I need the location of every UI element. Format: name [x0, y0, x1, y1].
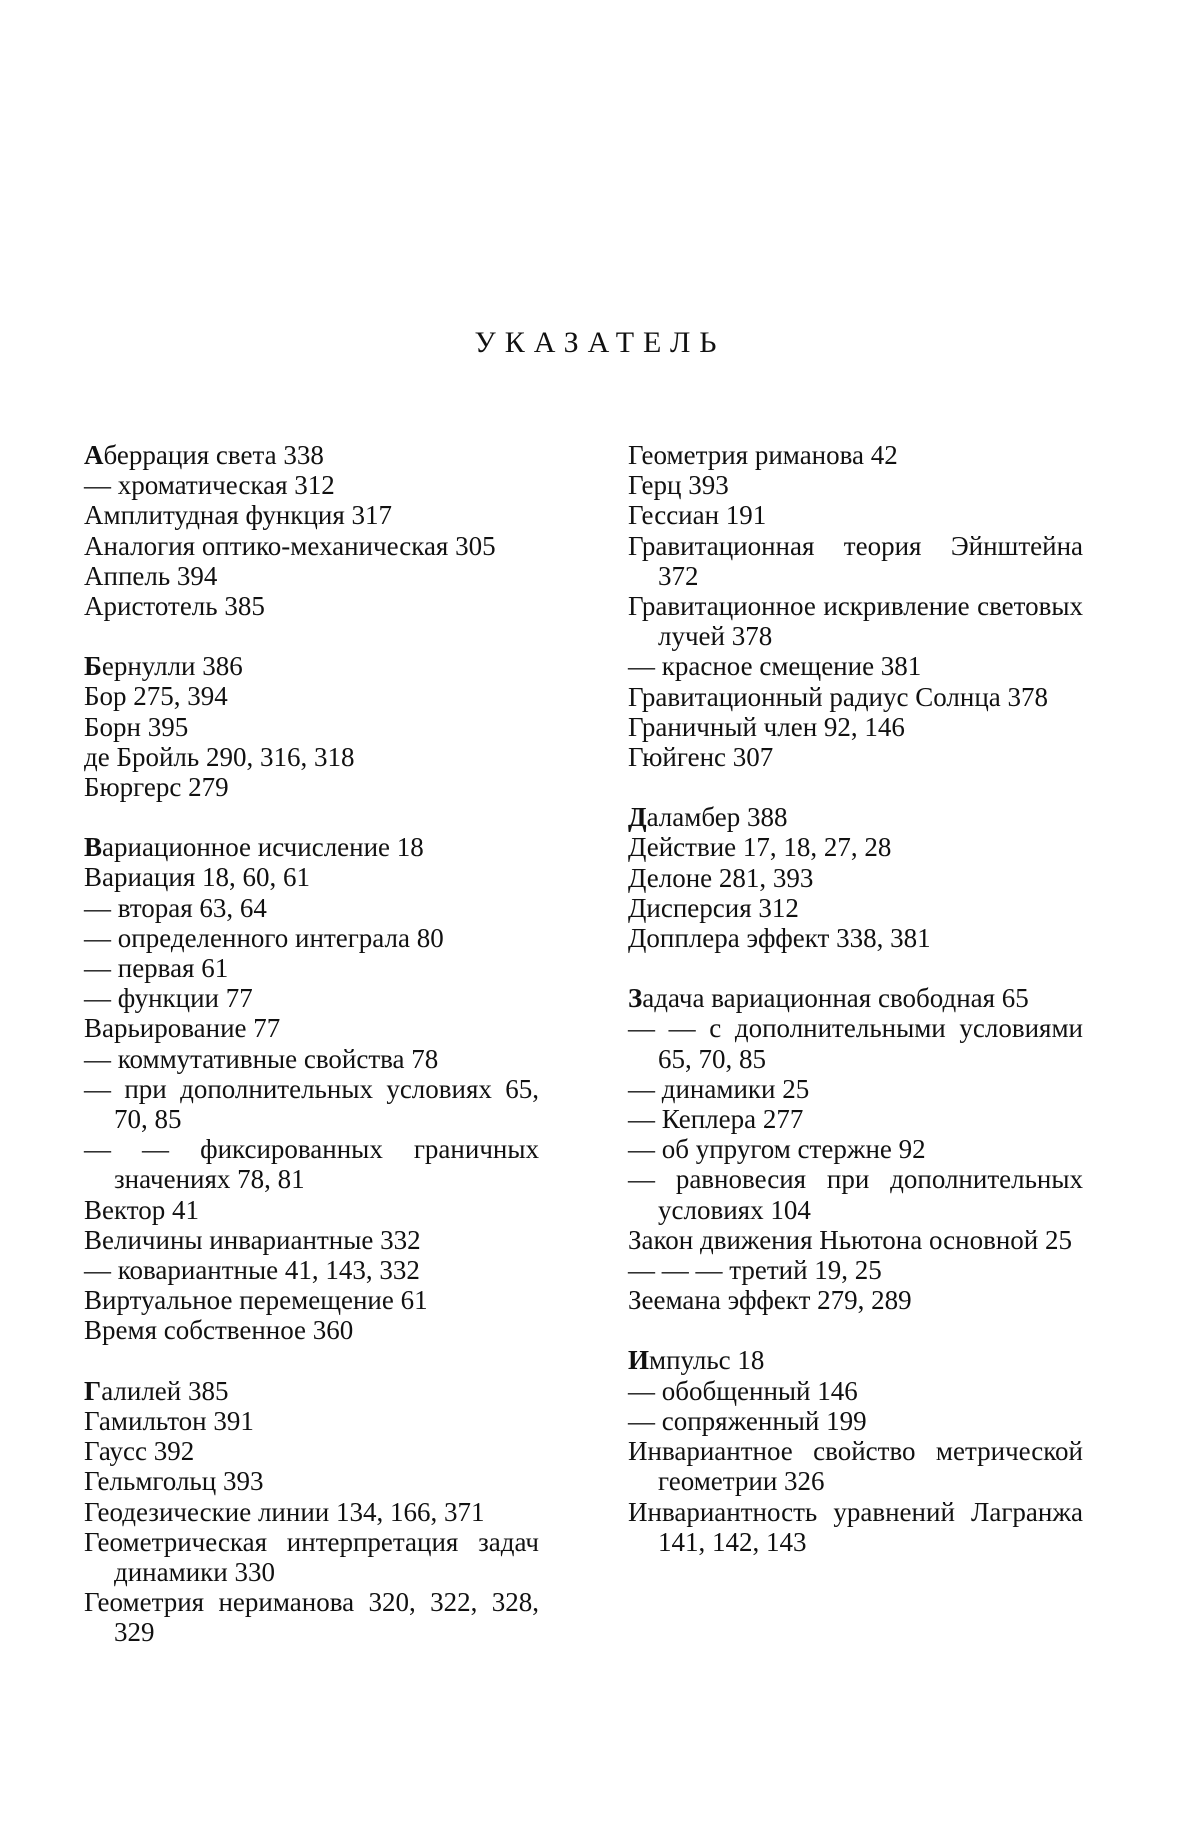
index-entry: Гельмгольц 393 [84, 1466, 264, 1497]
index-entry: Граничный член 92, 146 [628, 711, 905, 742]
index-entry: — хроматическая 312 [84, 470, 335, 501]
index-entry: Амплитудная функция 317 [84, 500, 392, 531]
index-entry: Геометрия риманова 42 [628, 440, 898, 470]
index-entry: Инвариантное свойство метрической геометрии 326 [628, 1436, 1083, 1497]
index-entry: Задача вариационная свободная 65 [628, 983, 1029, 1014]
index-entry: Действие 17, 18, 27, 28 [628, 832, 892, 863]
index-entry: — вторая 63, 64 [84, 892, 267, 923]
index-entry: Гравитационный радиус Солнца 378 [628, 681, 1049, 712]
page-title: УКАЗАТЕЛЬ [474, 326, 726, 359]
index-entry: Делоне 281, 393 [628, 862, 814, 893]
index-entry: — — — третий 19, 25 [628, 1255, 882, 1286]
index-group-g-continued [628, 440, 1083, 772]
index-entry: Закон движения Ньютона основной 25 [628, 1224, 1072, 1255]
index-group-d [628, 802, 1083, 953]
index-entry: — сопряженный 199 [628, 1405, 867, 1436]
index-entry: Бернулли 386 [84, 651, 243, 682]
index-entry: — определенного интеграла 80 [84, 922, 444, 953]
index-group-a [84, 440, 539, 621]
index-entry: Импульс 18 [628, 1345, 765, 1376]
index-entry: Бюргерс 279 [84, 772, 229, 803]
index-entry: Гюйгенс 307 [628, 742, 774, 773]
index-group-b [84, 651, 539, 802]
index-entry: — динамики 25 [628, 1073, 810, 1104]
index-entry: Допплера эффект 338, 381 [628, 923, 931, 954]
index-entry: Аналогия оптико-механическая 305 [84, 530, 496, 561]
index-entry: Время собственное 360 [84, 1315, 354, 1346]
index-entry: — обобщенный 146 [628, 1375, 858, 1406]
index-entry: Борн 395 [84, 711, 189, 742]
index-entry: — при дополнительных условиях 65, 70, 85 [84, 1073, 539, 1135]
index-entry: Гравитационная теория Эйнштейна 372 [628, 530, 1083, 591]
index-entry: Инвариантность уравнений Лагранжа 141, 142, 143 [628, 1496, 1083, 1557]
index-entry: Виртуальное перемещение 61 [84, 1285, 428, 1316]
index-entry: — Кеплера 277 [628, 1104, 804, 1135]
index-entry: Варьирование 77 [84, 1013, 281, 1044]
index-entry: — функции 77 [84, 983, 253, 1014]
index-entry: Аберрация света 338 [84, 440, 324, 470]
index-entry: Вариационное исчисление 18 [84, 832, 424, 863]
index-entry: Аристотель 385 [84, 591, 265, 622]
index-entry: Гравитационное искривление световых лучей 378 [628, 591, 1083, 652]
index-column-left [84, 440, 539, 1678]
index-entry: Бор 275, 394 [84, 681, 228, 712]
index-entry: Даламбер 388 [628, 802, 788, 833]
index-column-right [628, 440, 1083, 1587]
index-entry: — коммутативные свойства 78 [84, 1043, 439, 1074]
index-entry: — равновесия при дополнительных условиях 104 [628, 1164, 1083, 1225]
index-entry: Галилей 385 [84, 1375, 229, 1406]
index-entry: Геометрия нериманова 320, 322, 328, 329 [84, 1587, 539, 1648]
index-entry: Дисперсия 312 [628, 892, 799, 923]
index-entry: — — фиксированных граничных значениях 78, 81 [84, 1134, 539, 1195]
index-group-i [628, 1345, 1083, 1556]
index-entry: Геометрическая интерпретация задач динамики 330 [84, 1526, 539, 1587]
index-entry: — ковариантные 41, 143, 332 [84, 1255, 420, 1286]
index-entry: Герц 393 [628, 470, 729, 501]
index-entry: Величины инвариантные 332 [84, 1224, 421, 1255]
index-entry: Вектор 41 [84, 1194, 199, 1225]
index-group-z [628, 983, 1083, 1315]
index-entry: Геодезические линии 134, 166, 371 [84, 1496, 485, 1527]
index-entry: Зеемана эффект 279, 289 [628, 1285, 912, 1316]
index-entry: — — с дополнительными условиями 65, 70, 85 [628, 1013, 1083, 1074]
index-entry: Гаусс 392 [84, 1436, 195, 1467]
index-group-v [84, 832, 539, 1345]
index-entry: де Бройль 290, 316, 318 [84, 741, 355, 772]
index-entry: — первая 61 [84, 953, 229, 984]
index-entry: Гессиан 191 [628, 500, 767, 531]
index-entry: — об упругом стержне 92 [628, 1134, 926, 1165]
index-group-g [84, 1376, 539, 1648]
index-entry: — красное смещение 381 [628, 651, 922, 682]
index-entry: Гамильтон 391 [84, 1405, 254, 1436]
index-entry: Вариация 18, 60, 61 [84, 862, 310, 893]
index-entry: Аппель 394 [84, 560, 218, 591]
